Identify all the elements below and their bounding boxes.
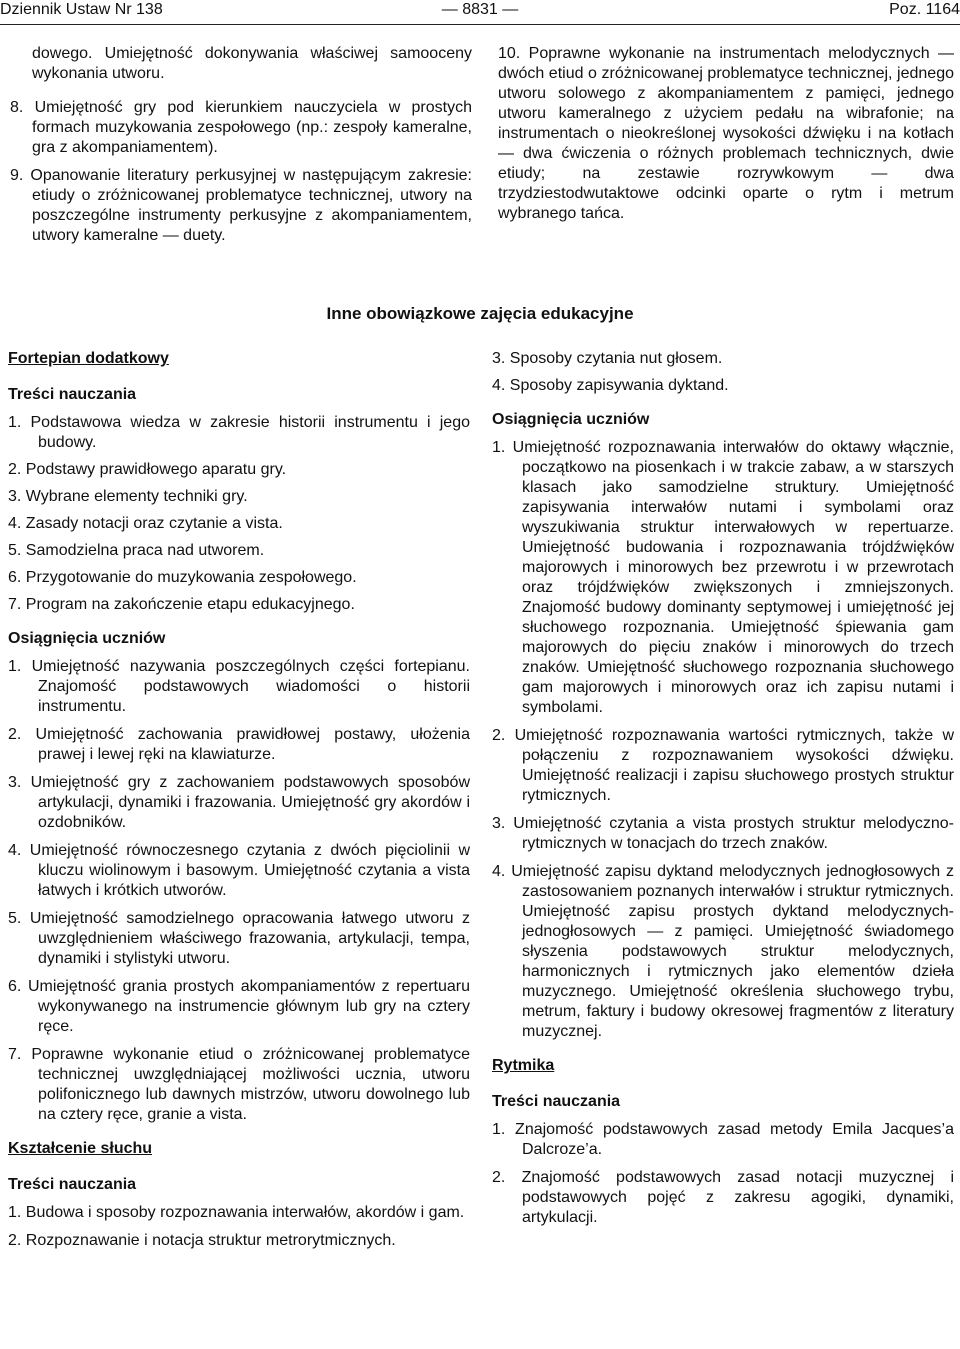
list-item-8: 8. Umiejętność gry pod kierunkiem nauczyciela w prostych formach muzykowania zespołowego (np.: zespoły kameralne, gra z akompaniamentem). [10,99,472,156]
osiagniecia-heading: Osiągnięcia uczniów [492,411,650,428]
rytmika-heading: Rytmika [492,1057,555,1074]
left-column [8,349,470,1259]
list-item: 1. Umiejętność nazywania poszczególnych części fortepianu. Znajomość podstawowych wiadomości o historii instrumentu. [8,658,470,715]
list-item-9: 9. Opanowanie literatury perkusyjnej w następującym zakresie: etiudy o zróżnicowanej problematyce technicznej, utwory na poszczególne instrumenty perkusyjne z akompaniamentem, utwory kameralne — duety. [10,167,472,244]
list-item: 4. Umiejętność zapisu dyktand melodycznych jednogłosowych z zastosowaniem poznanych interwałów i struktur rytmicznych. Umiejętność zapisu prostych dyktand melodycznych-jednogłosowych — z pamięci. Umiejętność świadomego słyszenia podstawowych struktur melodycznych, harmonicznych i rytmicznych jako elementów dzieła muzycznego. Umiejętność określenia słuchowego trybu, metrum, faktury i budowy okresowej fragmentów z literatury muzycznej. [492,863,954,1040]
list-item: 4. Umiejętność równoczesnego czytania z dwóch pięciolinii w kluczu wiolinowym i basowym. Umiejętność czytania a vista łatwych i krótkich utworów. [8,842,470,899]
list-item: 2. Umiejętność zachowania prawidłowej postawy, ułożenia prawej i lewej ręki na klawiaturze. [8,726,470,763]
top-right-column [498,44,954,224]
list-item: 1. Podstawowa wiedza w zakresie historii instrumentu i jego budowy. [8,414,470,451]
list-item: 4. Sposoby zapisywania dyktand. [492,377,729,394]
list-item: 5. Samodzielna praca nad utworem. [8,542,265,559]
position-number: Poz. 1164 [889,1,960,18]
list-item: 1. Umiejętność rozpoznawania interwałów do oktawy włącznie, początkowo na piosenkach i w trakcie zabaw, a w starszych klasach jako samodzielne struktury. Umiejętność zapisywania interwałów nutami i symbolami oraz wyszukiwania struktur interwałowych w repertuarze. Umiejętność budowania i rozpoznawania trójdźwięków majorowych i minorowych bez przewrotu i w przewrotach oraz trójdźwięków zwiększonych i zmniejszonych. Znajomość budowy dominanty septymowej i umiejętność jej słuchowego rozpoznania. Umiejętność śpiewania gam majorowych do pięciu znaków i minorowych do trzech znaków. Umiejętność słuchowego rozpoznania słuchowego gam majorowych i minorowych oraz ich zapisu nutami i symbolami. [492,439,954,716]
list-item: 7. Program na zakończenie etapu edukacyjnego. [8,596,355,613]
list-item: 5. Umiejętność samodzielnego opracowania łatwego utworu z uwzględnieniem właściwego frazowania, artykulacji, tempa, dynamiki i stylistyki utworu. [8,910,470,967]
continued-paragraph: dowego. Umiejętność dokonywania właściwej samooceny wykonania utworu. [32,45,472,82]
list-item: 2. Umiejętność rozpoznawania wartości rytmicznych, także w połączeniu z rozpoznawaniem wysokości dźwięku. Umiejętność realizacji i zapisu słuchowego prostych struktur rytmicznych. [492,727,954,804]
list-item: 2. Rozpoznawanie i notacja struktur metrorytmicznych. [8,1232,396,1249]
list-item: 3. Wybrane elementy techniki gry. [8,488,248,505]
tresci-heading: Treści nauczania [8,1176,137,1193]
list-item: 1. Budowa i sposoby rozpoznawania interwałów, akordów i gam. [8,1204,465,1221]
list-item: 1. Znajomość podstawowych zasad metody Emila Jacques’a Dalcroze’a. [492,1121,954,1158]
right-column [492,349,954,1236]
fortepian-heading: Fortepian dodatkowy [8,350,169,367]
list-item: 6. Umiejętność grania prostych akompaniamentów z repertuaru wykonywanego na instrumencie głównym lub gry na cztery ręce. [8,978,470,1035]
tresci-heading: Treści nauczania [8,386,137,403]
list-item-10: 10. Poprawne wykonanie na instrumentach melodycznych — dwóch etiud o zróżnicowanej problematyce technicznej, jednego utworu solowego z akompaniamentem z pamięci, jednego utworu kameralnego z użyciem pedału na wibrafonie; na instrumentach o nieokreślonej wysokości dźwięku i na kotłach — dwa ćwiczenia o różnych problemach technicznych, dwie etiudy; na zestawie rozrywkowym — dwa trzydziestodwutaktowe odcinki oparte o rytm i metrum wybranego tańca. [498,45,954,222]
list-item: 4. Zasady notacji oraz czytanie a vista. [8,515,283,532]
page-number: — 8831 — [441,1,519,18]
ksztalcenie-heading: Kształcenie słuchu [8,1140,153,1157]
osiagniecia-heading: Osiągnięcia uczniów [8,630,166,647]
list-item: 6. Przygotowanie do muzykowania zespołowego. [8,569,357,586]
list-item: 2. Znajomość podstawowych zasad notacji muzycznej i podstawowych pojęć z zakresu agogiki, dynamiki, artykulacji. [492,1169,954,1226]
section-title: Inne obowiązkowe zajęcia edukacyjne [326,304,634,323]
list-item: 2. Podstawy prawidłowego aparatu gry. [8,461,287,478]
list-item: 7. Poprawne wykonanie etiud o zróżnicowanej problematyce technicznej uwzględniającej możliwości ucznia, utworu polifonicznego lub dawnych mistrzów, utworu dowolnego lub na cztery ręce, granie a vista. [8,1046,470,1123]
page-header [0,0,960,25]
top-left-column [10,44,472,246]
list-item: 3. Umiejętność czytania a vista prostych struktur melodyczno-rytmicznych w tonacjach do trzech znaków. [492,815,954,852]
list-item: 3. Sposoby czytania nut głosem. [492,350,723,367]
journal-title: Dziennik Ustaw Nr 138 [0,1,163,18]
tresci-heading: Treści nauczania [492,1093,621,1110]
list-item: 3. Umiejętność gry z zachowaniem podstawowych sposobów artykulacji, dynamiki i frazowania. Umiejętność gry akordów i ozdobników. [8,774,470,831]
